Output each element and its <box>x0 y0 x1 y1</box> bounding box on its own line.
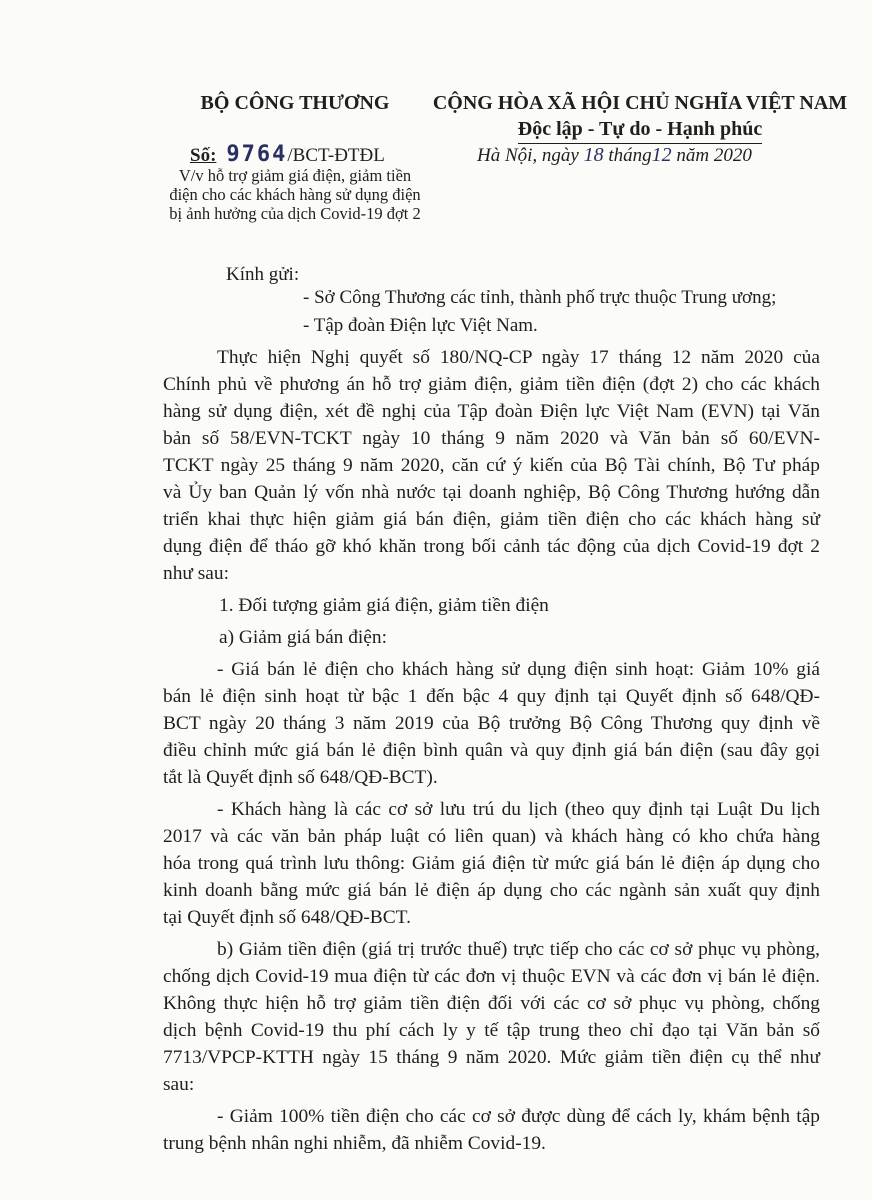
subject-line: điện cho các khách hàng sử dụng điện <box>169 185 421 204</box>
text-line: tắt là Quyết định số 648/QĐ-BCT). <box>163 767 438 788</box>
text-line: kinh doanh bằng mức giá bán lẻ điện áp dụng cho các ngành sản xuất quy định <box>163 880 820 901</box>
text-line: điều chỉnh mức giá bán lẻ điện bình quân và quy định giá bán điện (sau đây gọi <box>163 740 820 761</box>
paragraph-quarantine <box>163 1103 820 1157</box>
national-header <box>430 90 850 144</box>
subject-line: V/v hỗ trợ giảm giá điện, giảm tiền <box>178 166 412 185</box>
letter-body <box>163 344 820 1162</box>
text-line: - Giảm 100% tiền điện cho các cơ sở được dùng để cách ly, khám bệnh tập <box>217 1106 820 1127</box>
text-line: bản số 58/EVN-TCKT ngày 10 tháng 9 năm 2020 và Văn bản số 60/EVN- <box>163 428 820 449</box>
paragraph-intro <box>163 344 820 587</box>
text-line: như sau: <box>163 563 229 584</box>
recipient-item: - Sở Công Thương các tỉnh, thành phố trực thuộc Trung ương; <box>303 287 777 308</box>
nation-name: CỘNG HÒA XÃ HỘI CHỦ NGHĨA VIỆT NAM <box>432 92 848 114</box>
subject-line: bị ảnh hưởng của dịch Covid-19 đợt 2 <box>169 204 421 223</box>
text-line: tại Quyết định số 648/QĐ-BCT. <box>163 907 411 928</box>
text-line: hàng sử dụng điện, xét đề nghị của Tập đoàn Điện lực Việt Nam (EVN) tại Văn <box>163 401 820 422</box>
number-label: Số: <box>190 145 217 166</box>
text-line: và Ủy ban Quản lý vốn nhà nước tại doanh nghiệp, Bộ Công Thương hướng dẫn <box>163 482 820 503</box>
date-month-label: tháng <box>608 145 652 166</box>
text-line: Thực hiện Nghị quyết số 180/NQ-CP ngày 17 tháng 12 năm 2020 của <box>217 347 820 368</box>
text-line: - Giá bán lẻ điện cho khách hàng sử dụng điện sinh hoạt: Giảm 10% giá <box>217 659 820 680</box>
text-line: dịch bệnh Covid-19 thu phí cách ly y tế tập trung theo chỉ đạo tại Văn bản số <box>163 1020 820 1041</box>
date-month: 12 <box>651 144 672 166</box>
recipients-label: Kính gửi: <box>226 264 300 285</box>
date-day: 18 <box>583 144 604 166</box>
number-suffix: /BCT-ĐTĐL <box>287 145 385 166</box>
paragraph-tourism <box>163 796 820 931</box>
heading-text: a) Giảm giá bán điện: <box>219 627 387 648</box>
text-line: TCKT ngày 25 tháng 9 năm 2020, căn cứ ý kiến của Bộ Tài chính, Bộ Tư pháp <box>163 455 820 476</box>
agency-name: BỘ CÔNG THƯƠNG <box>200 92 390 114</box>
subject-block <box>150 166 440 223</box>
recipient-item: - Tập đoàn Điện lực Việt Nam. <box>303 315 538 336</box>
paragraph-covid-facilities <box>163 936 820 1098</box>
text-line: 2017 và các văn bản pháp luật có liên quan) và khách hàng có kho chứa hàng <box>163 826 820 847</box>
text-line: BCT ngày 20 tháng 3 năm 2019 của Bộ trưởng Bộ Công Thương quy định về <box>163 713 820 734</box>
text-line: - Khách hàng là các cơ sở lưu trú du lịch (theo quy định tại Luật Du lịch <box>217 799 820 820</box>
heading-text: 1. Đối tượng giảm giá điện, giảm tiền điện <box>219 595 549 616</box>
date-line <box>477 142 752 169</box>
text-line: triển khai thực hiện giảm giá bán điện, giảm tiền điện cho các khách hàng sử <box>163 509 820 530</box>
date-year: năm 2020 <box>676 145 752 166</box>
handwritten-number: 9764 <box>226 142 288 167</box>
text-line: trung bệnh nhân nghi nhiễm, đã nhiễm Covid-19. <box>163 1133 546 1154</box>
text-line: Không thực hiện hỗ trợ giảm tiền điện đối với các cơ sở phục vụ phòng, chống <box>163 993 820 1014</box>
date-prefix: Hà Nội, ngày <box>477 145 579 166</box>
text-line: chống dịch Covid-19 mua điện từ các đơn vị thuộc EVN và các đơn vị bán lẻ điện. <box>163 966 820 987</box>
text-line: bán lẻ điện sinh hoạt từ bậc 1 đến bậc 4 quy định tại Quyết định số 648/QĐ- <box>163 686 820 707</box>
text-line: sau: <box>163 1074 195 1095</box>
text-line: Chính phủ về phương án hỗ trợ giảm điện, giảm tiền điện (đợt 2) cho các khách <box>163 374 820 395</box>
text-line: 7713/VPCP-KTTH ngày 15 tháng 9 năm 2020. Mức giảm tiền điện cụ thể như <box>163 1047 820 1068</box>
text-line: dụng điện để tháo gỡ khó khăn trong bối cảnh tác động của dịch Covid-19 đợt 2 <box>163 536 820 557</box>
text-line: b) Giảm tiền điện (giá trị trước thuế) trực tiếp cho các cơ sở phục vụ phòng, <box>217 939 820 960</box>
recipients-list <box>303 284 776 340</box>
national-motto: Độc lập - Tự do - Hạnh phúc <box>518 116 762 144</box>
paragraph-residential <box>163 656 820 791</box>
agency-header <box>150 90 440 116</box>
text-line: hóa trong quá trình lưu thông: Giảm giá điện từ mức giá bán lẻ điện áp dụng cho <box>163 853 820 874</box>
document-number <box>190 142 385 169</box>
subsection-heading <box>163 624 820 651</box>
section-heading <box>163 592 820 619</box>
